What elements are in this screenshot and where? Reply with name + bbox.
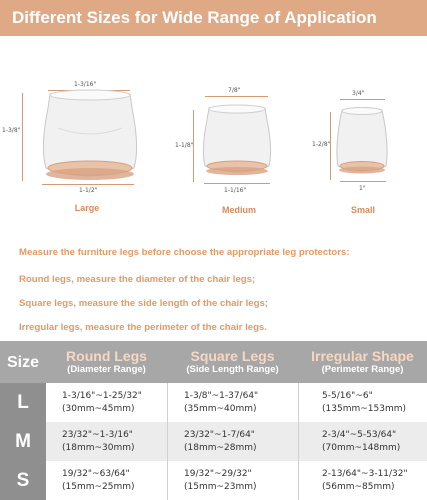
banner-title: Different Sizes for Wide Range of Application <box>12 8 377 27</box>
square-range-cell: 1-3/8"~1-37/64" (35mm~40mm) <box>184 390 259 414</box>
row-size-label: S <box>0 461 46 500</box>
medium-bottom-dim-line <box>204 183 270 184</box>
round-legs-header: Round Legs (Diameter Range) <box>66 348 147 375</box>
medium-height-dim: 1-1/8" <box>175 142 194 149</box>
round-instruction: Round legs, measure the diameter of the chair legs; <box>19 274 256 285</box>
irregular-range-cell: 2-13/64"~3-11/32" (56mm~85mm) <box>322 468 408 492</box>
square-instruction: Square legs, measure the side length of the chair legs; <box>19 298 268 309</box>
title-banner <box>0 0 427 36</box>
large-height-dim-line <box>22 93 23 181</box>
table-row <box>0 461 427 500</box>
small-protector-icon <box>334 106 390 182</box>
medium-top-dim: 7/8" <box>228 87 241 94</box>
medium-top-dim-line <box>205 96 268 97</box>
small-top-dim: 3/4" <box>352 90 365 97</box>
column-divider <box>298 383 299 500</box>
large-label: Large <box>74 203 100 213</box>
large-bottom-dim-line <box>42 184 134 185</box>
square-range-cell: 19/32"~29/32" (15mm~23mm) <box>184 468 257 492</box>
large-top-dim: 1-3/16" <box>74 81 97 88</box>
small-top-dim-line <box>340 99 385 100</box>
small-bottom-dim: 1" <box>359 185 366 192</box>
irregular-shape-header: Irregular Shape (Perimeter Range) <box>311 348 414 375</box>
round-range-cell: 1-3/16"~1-25/32" (30mm~45mm) <box>62 390 142 414</box>
large-height-dim: 1-3/8" <box>2 127 21 134</box>
measure-heading: Measure the furniture legs before choose the appropriate leg protectors: <box>19 247 350 258</box>
size-table <box>0 341 427 500</box>
table-row <box>0 422 427 461</box>
row-size-label: M <box>0 422 46 461</box>
column-divider <box>167 383 168 500</box>
medium-label: Medium <box>221 205 257 215</box>
small-height-dim: 1-2/8" <box>312 141 331 148</box>
medium-protector-icon <box>197 104 277 184</box>
small-label: Small <box>350 205 376 215</box>
medium-bottom-dim: 1-1/16" <box>224 187 247 194</box>
medium-height-dim-line <box>193 110 194 182</box>
square-range-cell: 23/32"~1-7/64" (18mm~28mm) <box>184 429 257 453</box>
table-header <box>0 341 427 383</box>
small-bottom-dim-line <box>340 181 386 182</box>
large-protector-icon <box>30 88 150 188</box>
irregular-instruction: Irregular legs, measure the perimeter of the chair legs. <box>19 322 267 333</box>
size-header: Size <box>6 353 39 371</box>
irregular-range-cell: 2-3/4"~5-53/64" (70mm~148mm) <box>322 429 401 453</box>
row-size-label: L <box>0 383 46 422</box>
small-height-dim-line <box>330 112 331 180</box>
round-range-cell: 19/32"~63/64" (15mm~25mm) <box>62 468 135 492</box>
square-legs-header: Square Legs (Side Length Range) <box>186 348 279 375</box>
irregular-range-cell: 5-5/16"~6" (135mm~153mm) <box>322 390 406 414</box>
round-range-cell: 23/32"~1-3/16" (18mm~30mm) <box>62 429 135 453</box>
table-row <box>0 383 427 422</box>
large-bottom-dim: 1-1/2" <box>79 187 98 194</box>
